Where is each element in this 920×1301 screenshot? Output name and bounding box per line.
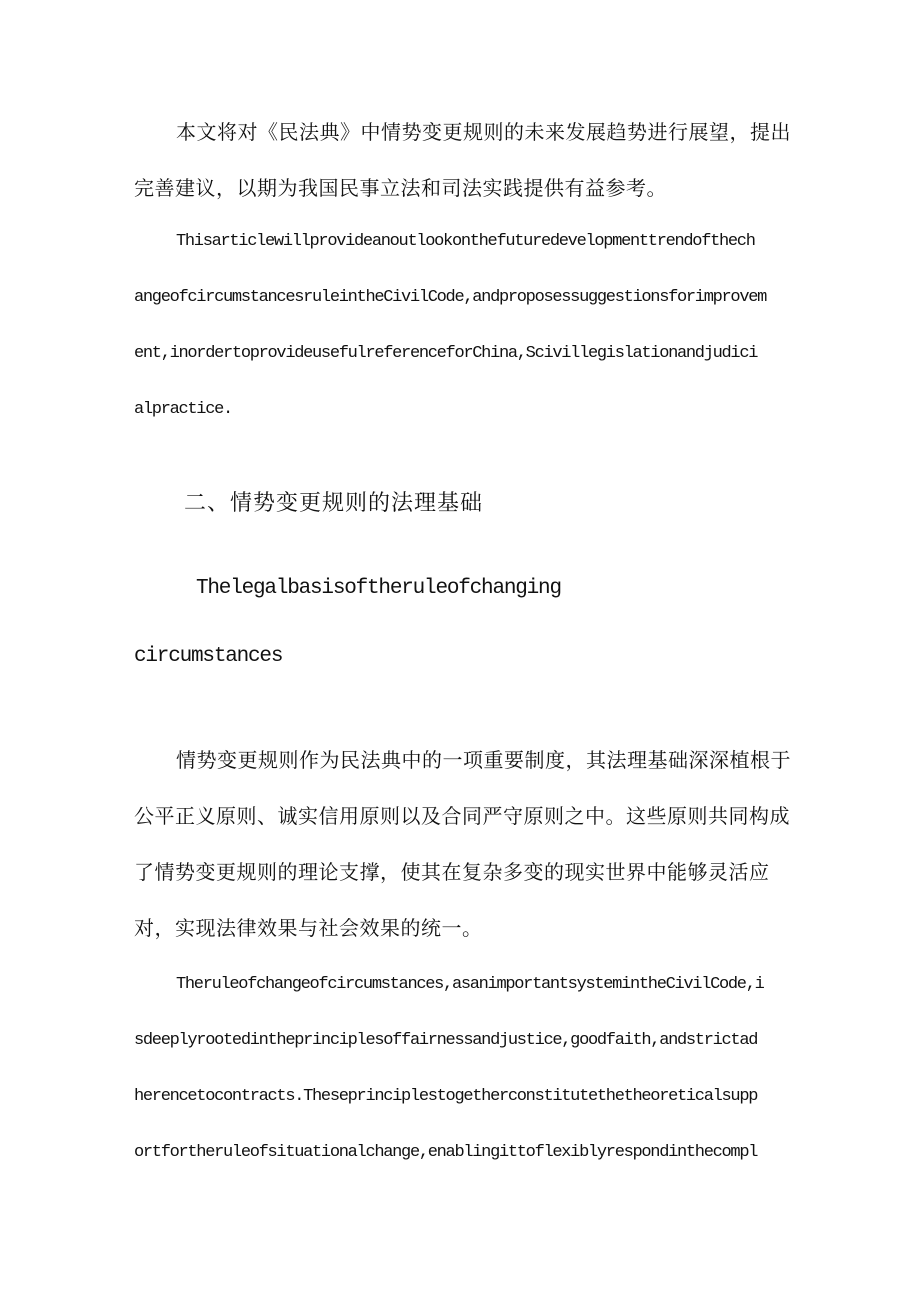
paragraph-en-line: sdeeplyrootedintheprinciplesoffairnessandjustice,goodfaith,andstrictad [134,1031,758,1050]
paragraph-en-line: Thisarticlewillprovideanoutlookonthefuturedevelopmenttrendofthech [176,232,755,251]
paragraph-cn-line: 公平正义原则、诚实信用原则以及合同严守原则之中。这些原则共同构成 [134,804,790,828]
paragraph-en-line: ortfortheruleofsituationalchange,enablingittoflexiblyrespondinthecompl [134,1143,758,1162]
paragraph-cn-line: 对，实现法律效果与社会效果的统一。 [134,916,483,940]
section-heading-en-line: Thelegalbasisoftheruleofchanging [196,577,561,600]
paragraph-cn-line: 本文将对《民法典》中情势变更规则的未来发展趋势进行展望，提出 [176,120,791,144]
paragraph-en-line: herencetocontracts.Theseprinciplestogetherconstitutethetheoreticalsupp [134,1087,758,1106]
section-heading-cn: 二、情势变更规则的法理基础 [184,491,484,516]
paragraph-en-line: Theruleofchangeofcircumstances,asanimportantsystemintheCivilCode,i [176,975,764,994]
paragraph-cn-line: 完善建议，以期为我国民事立法和司法实践提供有益参考。 [134,176,667,200]
paragraph-en-line: alpractice. [134,400,232,419]
paragraph-cn-line: 了情势变更规则的理论支撑，使其在复杂多变的现实世界中能够灵活应 [134,860,770,884]
paragraph-cn-line: 情势变更规则作为民法典中的一项重要制度，其法理基础深深植根于 [176,748,791,772]
paragraph-en-line: angeofcircumstancesruleintheCivilCode,andproposessuggestionsforimprovem [134,288,767,307]
section-heading-en-line: circumstances [134,645,283,668]
paragraph-en-line: ent,inordertoprovideusefulreferenceforChina,Scivillegislationandjudici [134,344,758,363]
